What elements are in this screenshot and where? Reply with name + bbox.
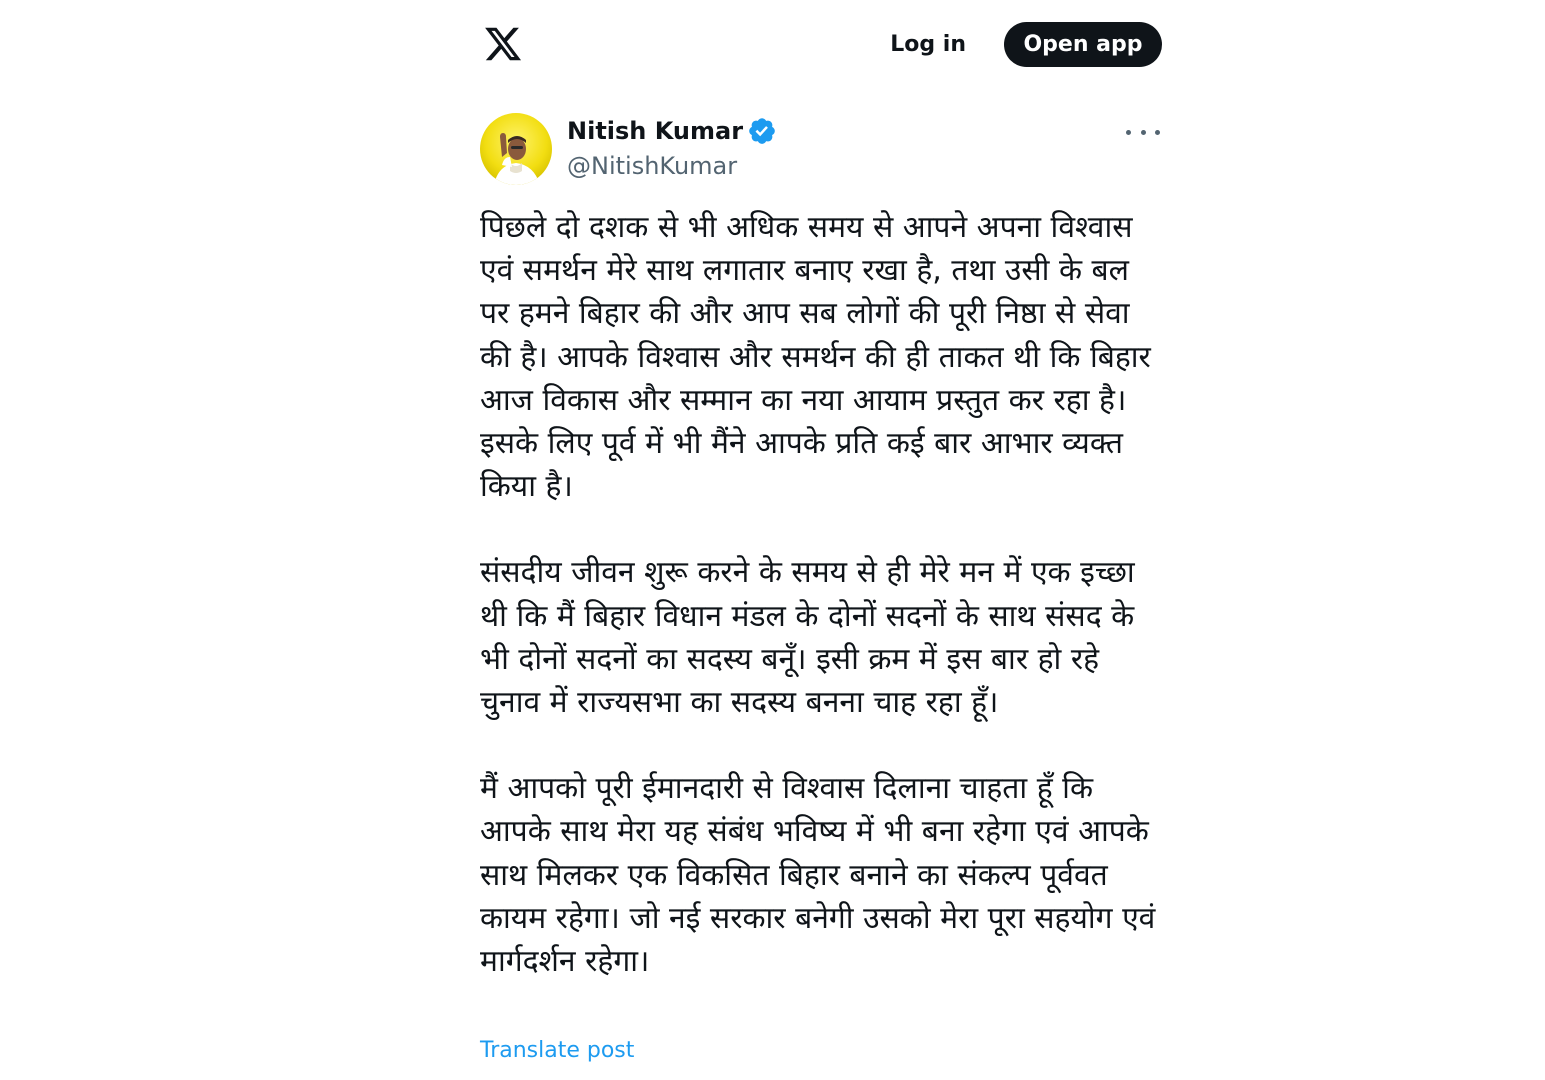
author-display-name[interactable]: Nitish Kumar bbox=[567, 117, 744, 145]
more-dot bbox=[1126, 130, 1131, 135]
post-paragraph: मैं आपको पूरी ईमानदारी से विश्वास दिलाना चाहता हूँ कि आपके साथ मेरा यह संबंध भविष्य में भी बना रहेगा एवं आपके साथ मिलकर एक विकसित बिहार बनाने का संकल्प पूर्ववत कायम रहेगा। जो नई सरकार बनेगी उसको मेरा पूरा सहयोग एवं मार्गदर्शन रहेगा। bbox=[480, 771, 1165, 980]
x-logo-glyph bbox=[482, 24, 524, 64]
post-text bbox=[480, 206, 1165, 983]
post-paragraph: संसदीय जीवन शुरू करने के समय से ही मेरे मन में एक इच्छा थी कि मैं बिहार विधान मंडल के दोनों सदनों के साथ संसद के भी दोनों सदनों का सदस्य बनूँ। इसी क्रम में इस बार हो रहे चुनाव में राज्यसभा का सदस्य बनना चाह रहा हूँ। bbox=[480, 555, 1145, 721]
more-options-icon[interactable] bbox=[1126, 123, 1160, 141]
login-link[interactable]: Log in bbox=[890, 32, 966, 57]
avatar-image bbox=[480, 113, 552, 185]
more-dot bbox=[1141, 130, 1146, 135]
author-handle[interactable]: @NitishKumar bbox=[567, 152, 738, 180]
page-column bbox=[480, 0, 1165, 1080]
top-bar bbox=[480, 22, 1162, 68]
verified-badge-icon bbox=[747, 116, 777, 146]
post-author bbox=[480, 113, 1162, 185]
open-app-button[interactable]: Open app bbox=[1004, 22, 1162, 67]
x-logo-icon[interactable] bbox=[482, 24, 524, 64]
author-name-line bbox=[567, 114, 777, 148]
more-dot bbox=[1155, 130, 1160, 135]
avatar[interactable] bbox=[480, 113, 552, 185]
translate-post-link[interactable]: Translate post bbox=[480, 1038, 635, 1063]
post-paragraph: पिछले दो दशक से भी अधिक समय से आपने अपना विश्वास एवं समर्थन मेरे साथ लगातार बनाए रखा है, तथा उसी के बल पर हमने बिहार की और आप सब लोगों की पूरी निष्ठा से सेवा की है। आपके विश्वास और समर्थन की ही ताकत थी कि बिहार आज विकास और सम्मान का नया आयाम प्रस्तुत कर रहा है। इसके लिए पूर्व में भी मैंने आपके प्रति कई बार आभार व्यक्त किया है। bbox=[480, 210, 1161, 505]
verified-badge-glyph bbox=[747, 116, 777, 146]
